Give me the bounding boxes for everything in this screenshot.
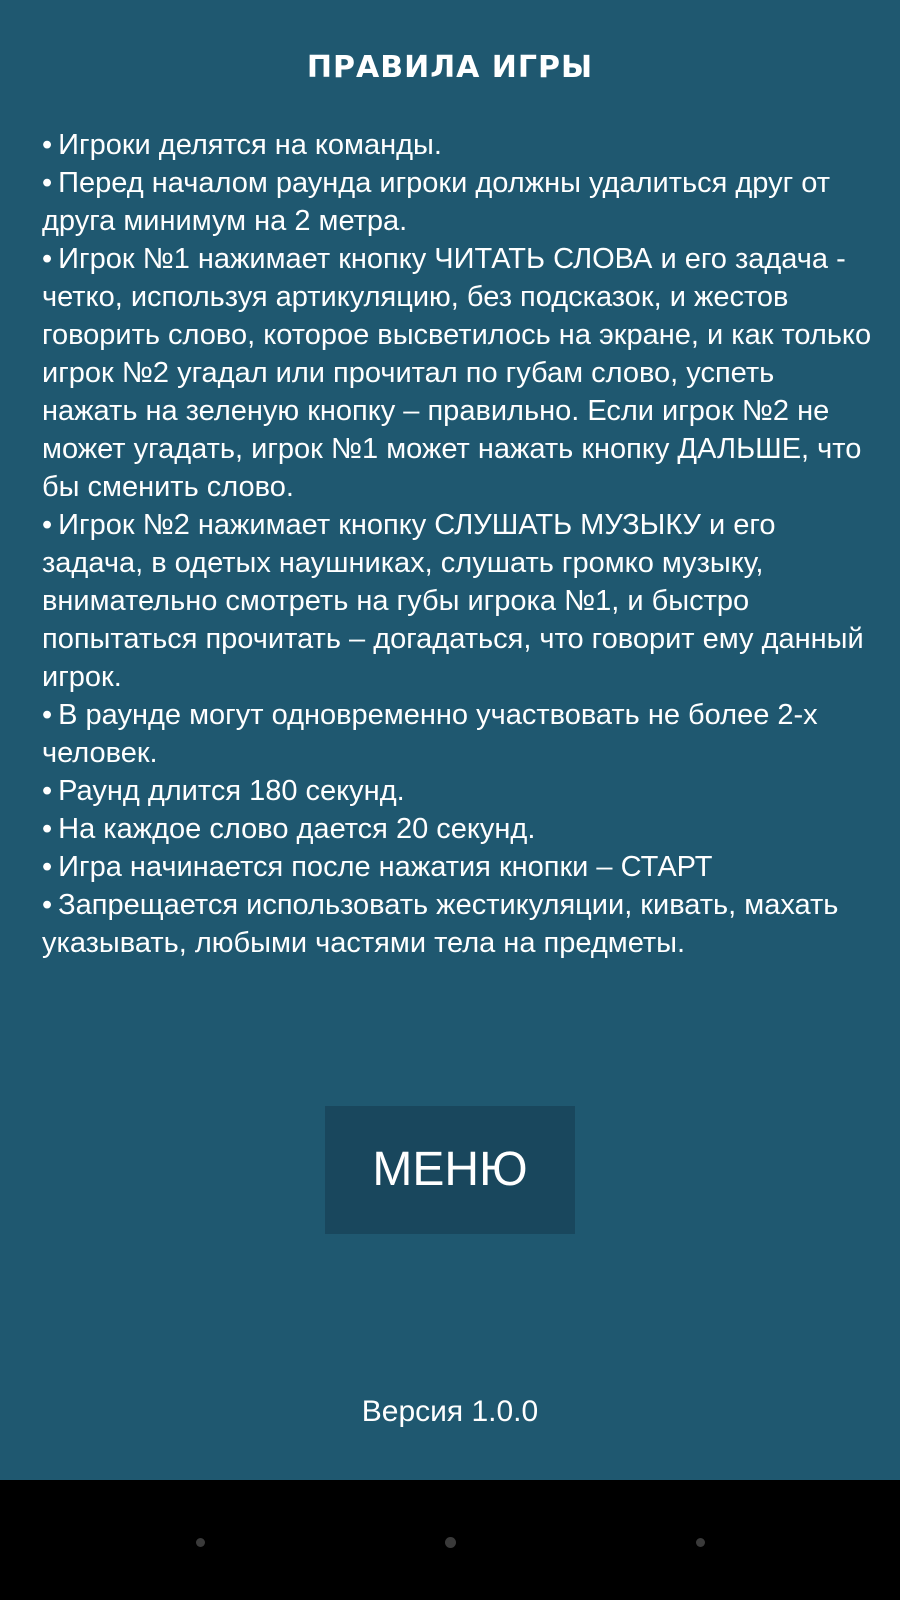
- list-item: [42, 848, 872, 886]
- list-item: [42, 696, 872, 772]
- rule-text: На каждое слово дается 20 секунд.: [58, 813, 536, 845]
- list-item: [42, 506, 872, 696]
- bullet: •: [42, 889, 53, 921]
- bullet: •: [42, 167, 53, 199]
- list-item: [42, 886, 872, 962]
- list-item: [42, 126, 872, 164]
- home-icon[interactable]: [445, 1537, 456, 1548]
- rule-text: Игра начинается после нажатия кнопки – СТАРТ: [58, 851, 713, 883]
- rule-text: Игроки делятся на команды.: [58, 129, 442, 161]
- bullet: •: [42, 699, 53, 731]
- system-nav-bar: [0, 1480, 900, 1600]
- back-icon[interactable]: [196, 1538, 205, 1547]
- rule-text: Запрещается использовать жестикуляции, кивать, махать указывать, любыми частями тела на предметы.: [42, 889, 839, 959]
- list-item: [42, 240, 872, 506]
- page-title: ПРАВИЛА ИГРЫ: [306, 50, 594, 85]
- bullet: •: [42, 813, 53, 845]
- rule-text: Игрок №1 нажимает кнопку ЧИТАТЬ СЛОВА и его задача - четко, используя артикуляцию, без подсказок, и жестов говорить слово, которое высветилось на экране, и как только игрок №2 угадал или прочитал по губам слово, успеть нажать на зеленую кнопку – правильно. Если игрок №2 не может угадать, игрок №1 может нажать кнопку ДАЛЬШЕ, что бы сменить слово.: [42, 243, 872, 503]
- bullet: •: [42, 129, 53, 161]
- rule-text: Раунд длится 180 секунд.: [58, 775, 405, 807]
- bullet: •: [42, 851, 53, 883]
- menu-button[interactable]: МЕНЮ: [325, 1106, 575, 1234]
- recent-apps-icon[interactable]: [696, 1538, 705, 1547]
- rule-text: Игрок №2 нажимает кнопку СЛУШАТЬ МУЗЫКУ и его задача, в одетых наушниках, слушать громко музыку, внимательно смотреть на губы игрока №1, и быстро попытаться прочитать – догадаться, что говорит ему данный игрок.: [42, 509, 864, 693]
- rules-list: [42, 126, 872, 962]
- bullet: •: [42, 775, 53, 807]
- bullet: •: [42, 243, 53, 275]
- list-item: [42, 164, 872, 240]
- rule-text: Перед началом раунда игроки должны удалиться друг от друга минимум на 2 метра.: [42, 167, 831, 237]
- list-item: [42, 772, 872, 810]
- list-item: [42, 810, 872, 848]
- version-label: Версия 1.0.0: [361, 1395, 539, 1428]
- rule-text: В раунде могут одновременно участвовать не более 2-х человек.: [42, 699, 818, 769]
- bullet: •: [42, 509, 53, 541]
